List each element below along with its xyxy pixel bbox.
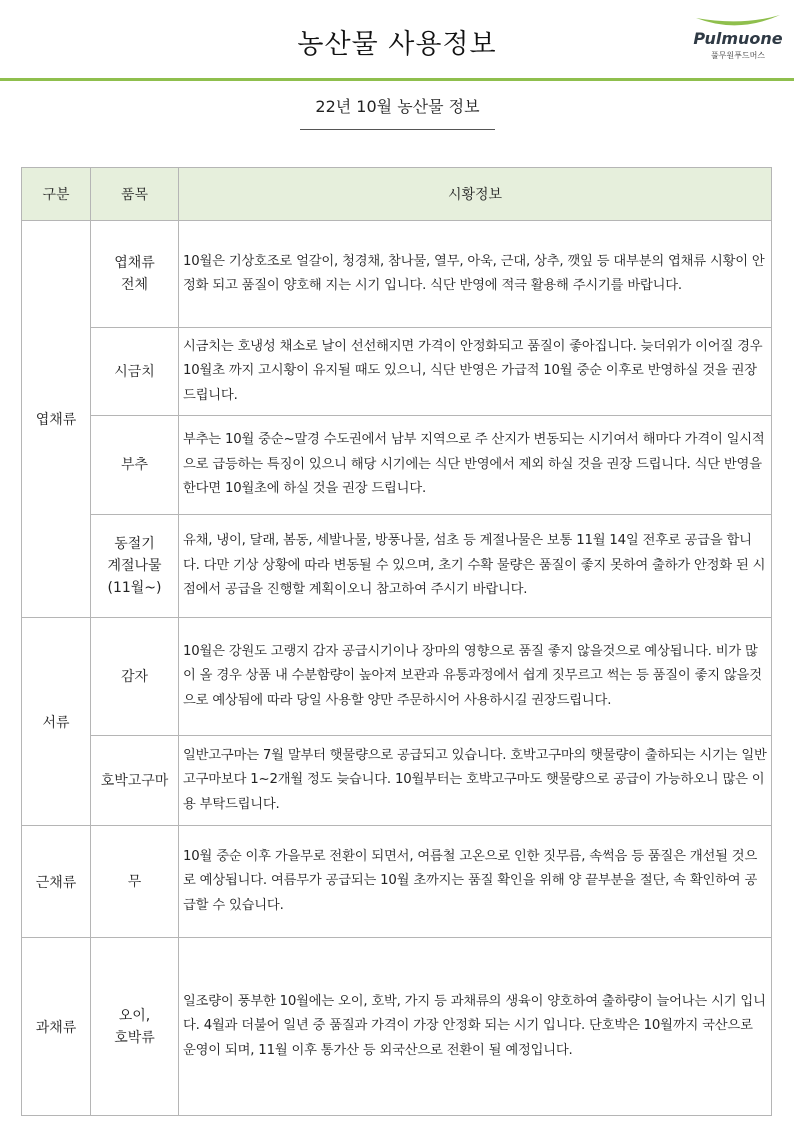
info-cell: 10월은 강원도 고랭지 감자 공급시기이나 장마의 영향으로 품질 좋지 않을것으로 예상됩니다. 비가 많이 올 경우 상품 내 수분함량이 높아져 보관과 유통과정에서 쉽게 짓무르고 썩는 등 품질이 좋지 않을것으로 예상됨에 따라 당일 사용할 양만 주문하시어 사용하시길 권장드립니다. [179, 618, 772, 736]
column-header-category: 구분 [22, 168, 91, 221]
item-cell: 호박고구마 [91, 736, 179, 826]
info-cell: 부추는 10월 중순~말경 수도권에서 남부 지역으로 주 산지가 변동되는 시기여서 해마다 가격이 일시적으로 급등하는 특징이 있으니 해당 시기에는 식단 반영에서 제외 하실 것을 권장 드립니다. 식단 반영을 한다면 10월초에 하실 것을 권장 드립니다. [179, 416, 772, 515]
page-title: 농산물 사용정보 [297, 29, 497, 60]
category-root: 근채류 [22, 826, 91, 938]
table-row [22, 328, 772, 416]
column-header-info: 시황정보 [179, 168, 772, 221]
item-cell: 무 [91, 826, 179, 938]
item-cell: 감자 [91, 618, 179, 736]
item-cell: 시금치 [91, 328, 179, 416]
category-tubers: 서류 [22, 618, 91, 826]
header-divider [0, 78, 794, 81]
item-cell: 엽채류 전체 [91, 221, 179, 328]
table-row [22, 515, 772, 618]
table-row [22, 618, 772, 736]
info-cell: 일반고구마는 7월 말부터 햇물량으로 공급되고 있습니다. 호박고구마의 햇물량이 출하되는 시기는 일반고구마보다 1~2개월 정도 늦습니다. 10월부터는 호박고구마도 햇물량으로 공급이 가능하오니 많은 이용 부탁드립니다. [179, 736, 772, 826]
info-cell: 10월 중순 이후 가을무로 전환이 되면서, 여름철 고온으로 인한 짓무름, 속썩음 등 품질은 개선될 것으로 예상됩니다. 여름무가 공급되는 10월 초까지는 품질 확인을 위해 양 끝부분을 절단, 속 확인하여 공급할 수 있습니다. [179, 826, 772, 938]
brand-logo [692, 12, 784, 68]
brand-name: Pulmuone [693, 29, 783, 48]
subtitle-underline [300, 129, 495, 130]
page-subtitle: 22년 10월 농산물 정보 [315, 97, 480, 116]
table-row [22, 416, 772, 515]
info-cell: 시금치는 호냉성 채소로 날이 선선해지면 가격이 안정화되고 품질이 좋아집니다. 늦더위가 이어질 경우 10월초 까지 고시황이 유지될 때도 있으니, 식단 반영은 가급적 10월 중순 이후로 반영하실 것을 권장 드립니다. [179, 328, 772, 416]
brand-subname: 풀무원푸드머스 [710, 51, 766, 60]
category-leafy: 엽채류 [22, 221, 91, 618]
item-cell: 오이, 호박류 [91, 938, 179, 1116]
item-cell: 동절기 계절나물 (11월~) [91, 515, 179, 618]
market-info-table [21, 167, 772, 1116]
category-fruit-veg: 과채류 [22, 938, 91, 1116]
item-cell: 부추 [91, 416, 179, 515]
table-row [22, 221, 772, 328]
table-row [22, 938, 772, 1116]
table-row [22, 826, 772, 938]
info-cell: 10월은 기상호조로 얼갈이, 청경채, 참나물, 열무, 아욱, 근대, 상추, 깻잎 등 대부분의 엽채류 시황이 안정화 되고 품질이 양호해 지는 시기 입니다. 식단 반영에 적극 활용해 주시기를 바랍니다. [179, 221, 772, 328]
table-header-row [22, 168, 772, 221]
info-cell: 유채, 냉이, 달래, 봄동, 세발나물, 방풍나물, 섬초 등 계절나물은 보통 11월 14일 전후로 공급을 합니다. 다만 기상 상황에 따라 변동될 수 있으며, 초기 수확 물량은 품질이 좋지 못하여 출하가 안정화 된 시점에서 공급을 진행할 계획이오니 참고하여 주시기 바랍니다. [179, 515, 772, 618]
column-header-item: 품목 [91, 168, 179, 221]
table-row [22, 736, 772, 826]
info-cell: 일조량이 풍부한 10월에는 오이, 호박, 가지 등 과채류의 생육이 양호하여 출하량이 늘어나는 시기 입니다. 4월과 더불어 일년 중 품질과 가격이 가장 안정화 되는 시기 입니다. 단호박은 10월까지 국산으로 운영이 되며, 11월 이후 통가산 등 외국산으로 전환이 될 예정입니다. [179, 938, 772, 1116]
